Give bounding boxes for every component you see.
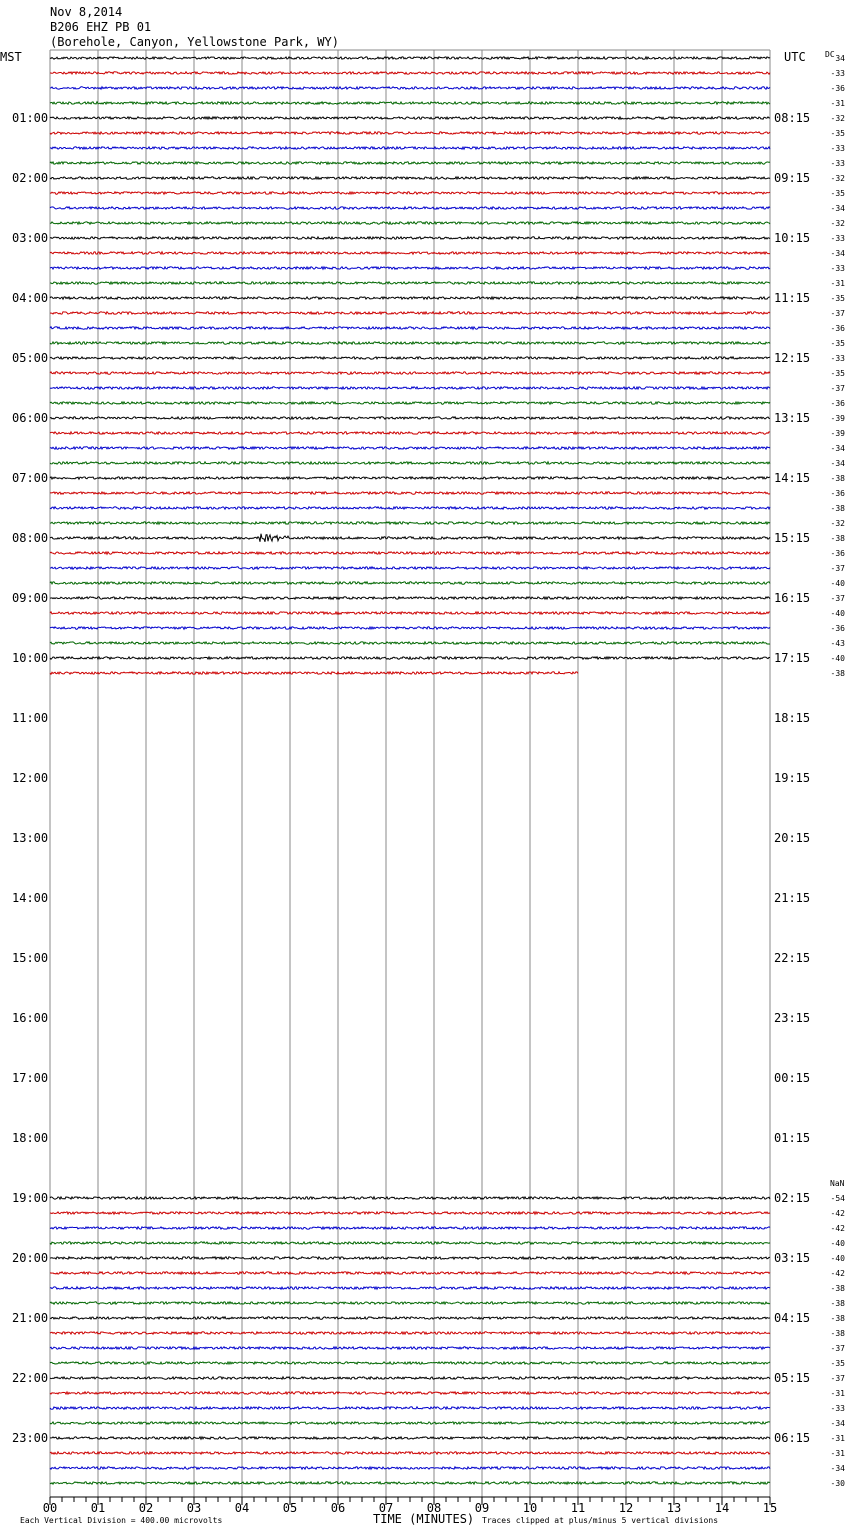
seismic-trace-row-8 [50, 177, 770, 179]
header-date: Nov 8,2014 [50, 5, 123, 19]
right-timezone-label: UTC [784, 50, 806, 64]
hour-labels [12, 111, 810, 1445]
seismic-trace-row-41 [50, 672, 578, 674]
dc-offset-label: -36 [830, 624, 845, 633]
x-tick-label: 10 [522, 1501, 538, 1515]
hour-label-mst: 22:00 [12, 1371, 49, 1385]
hour-label-utc: 17:15 [774, 651, 811, 665]
hour-label-mst: 04:00 [12, 291, 49, 305]
dc-offset-label: -39 [830, 429, 845, 438]
dc-offset-label: -36 [830, 399, 845, 408]
seismic-trace-row-5 [50, 132, 770, 134]
seismic-trace-row-81 [50, 1272, 770, 1274]
hour-label-mst: 02:00 [12, 171, 49, 185]
seismic-trace-row-35 [50, 582, 770, 584]
hour-label-utc: 00:15 [774, 1071, 811, 1085]
dc-offset-label: -31 [830, 1389, 845, 1398]
seismic-trace-row-85 [50, 1332, 770, 1334]
hour-label-mst: 19:00 [12, 1191, 49, 1205]
hour-label-mst: 11:00 [12, 711, 49, 725]
seismic-trace-row-3 [50, 102, 770, 104]
dc-offset-label: -34 [830, 1464, 845, 1473]
hour-label-utc: 21:15 [774, 891, 811, 905]
seismic-trace-row-15 [50, 282, 770, 284]
seismic-trace-row-18 [50, 327, 770, 329]
dc-offset-label: -33 [830, 159, 845, 168]
dc-offset-label: -40 [830, 1239, 845, 1248]
hour-label-mst: 01:00 [12, 111, 49, 125]
seismic-trace-row-40 [50, 657, 770, 659]
hour-label-mst: 05:00 [12, 351, 49, 365]
dc-offset-label: -31 [830, 1449, 845, 1458]
hour-label-utc: 02:15 [774, 1191, 811, 1205]
seismic-trace-row-6 [50, 147, 770, 149]
seismic-trace-row-2 [50, 87, 770, 89]
hour-label-utc: 23:15 [774, 1011, 811, 1025]
dc-offset-label: -35 [830, 369, 845, 378]
seismic-trace-row-87 [50, 1362, 770, 1364]
dc-offset-label: -37 [830, 1344, 845, 1353]
dc-offset-labels [831, 54, 846, 1488]
dc-offset-label: -34 [830, 204, 845, 213]
dc-offset-label: -33 [830, 1404, 845, 1413]
x-axis-title: TIME (MINUTES) [373, 1512, 475, 1526]
x-tick-label: 15 [762, 1501, 778, 1515]
hour-label-utc: 10:15 [774, 231, 811, 245]
seismic-trace-row-89 [50, 1392, 770, 1394]
dc-offset-label: -30 [830, 1479, 845, 1488]
hour-label-mst: 10:00 [12, 651, 49, 665]
hour-label-utc: 19:15 [774, 771, 811, 785]
nan-label: NaN [830, 1179, 845, 1188]
seismic-trace-row-84 [50, 1317, 770, 1319]
seismic-trace-row-24 [50, 417, 770, 419]
hour-label-utc: 09:15 [774, 171, 811, 185]
dc-offset-label: -32 [830, 219, 845, 228]
dc-offset-label: -37 [830, 564, 845, 573]
seismic-trace-row-25 [50, 432, 770, 434]
dc-offset-label: -33 [830, 234, 845, 243]
seismic-trace-row-19 [50, 342, 770, 344]
dc-offset-label: -38 [830, 474, 845, 483]
x-tick-label: 04 [234, 1501, 250, 1515]
dc-offset-label: -32 [830, 114, 845, 123]
x-tick-label: 11 [570, 1501, 586, 1515]
hour-label-utc: 03:15 [774, 1251, 811, 1265]
hour-label-utc: 08:15 [774, 111, 811, 125]
dc-offset-label: -43 [830, 639, 845, 648]
dc-offset-label: -32 [830, 519, 845, 528]
dc-offset-label: -35 [830, 189, 845, 198]
hour-label-utc: 04:15 [774, 1311, 811, 1325]
hour-label-utc: 14:15 [774, 471, 811, 485]
x-tick-label: 01 [90, 1501, 106, 1515]
header-station: B206 EHZ PB 01 [50, 20, 152, 34]
dc-offset-label: -36 [830, 549, 845, 558]
header [50, 5, 339, 49]
dc-offset-label: -31 [830, 99, 845, 108]
hour-label-mst: 16:00 [12, 1011, 49, 1025]
dc-offset-label: -34 [830, 249, 845, 258]
seismic-trace-row-95 [50, 1482, 770, 1484]
seismic-trace-row-33 [50, 552, 770, 554]
x-tick-label: 08 [426, 1501, 442, 1515]
seismic-trace-row-88 [50, 1377, 770, 1379]
hour-label-mst: 14:00 [12, 891, 49, 905]
seismic-trace-row-83 [50, 1302, 770, 1304]
x-tick-label: 02 [138, 1501, 154, 1515]
footer-left: Each Vertical Division = 400.00 microvolts [20, 1516, 223, 1525]
dc-offset-label: -37 [830, 309, 845, 318]
hour-label-mst: 08:00 [12, 531, 49, 545]
hour-label-mst: 17:00 [12, 1071, 49, 1085]
dc-offset-label: -38 [830, 534, 845, 543]
dc-offset-label: -42 [830, 1209, 845, 1218]
footer-right: Traces clipped at plus/minus 5 vertical divisions [482, 1516, 719, 1525]
seismic-trace-row-23 [50, 402, 770, 404]
dc-offset-label: -31 [830, 279, 845, 288]
dc-offset-label: -54 [830, 1194, 845, 1203]
hour-label-utc: 12:15 [774, 351, 811, 365]
x-tick-label: 06 [330, 1501, 346, 1515]
dc-offset-label: -38 [830, 1284, 845, 1293]
hour-label-utc: 22:15 [774, 951, 811, 965]
hour-label-mst: 20:00 [12, 1251, 49, 1265]
seismic-trace-row-10 [50, 207, 770, 209]
dc-offset-label: -42 [830, 1224, 845, 1233]
hour-label-mst: 23:00 [12, 1431, 49, 1445]
dc-offset-label: -40 [830, 579, 845, 588]
dc-offset-label: -34 [830, 1419, 845, 1428]
hour-label-mst: 09:00 [12, 591, 49, 605]
x-tick-label: 05 [282, 1501, 298, 1515]
seismic-trace-row-27 [50, 462, 770, 464]
seismic-trace-row-4 [50, 117, 770, 119]
dc-offset-label: -33 [830, 264, 845, 273]
seismic-trace-row-26 [50, 447, 770, 449]
seismic-trace-row-32 [50, 534, 770, 542]
dc-offset-label: -36 [830, 489, 845, 498]
seismic-trace-row-31 [50, 522, 770, 524]
dc-offset-label: -38 [830, 1329, 845, 1338]
dc-offset-label: -36 [830, 84, 845, 93]
seismic-trace-row-78 [50, 1227, 770, 1229]
seismic-trace-row-13 [50, 252, 770, 254]
seismic-trace-row-86 [50, 1347, 770, 1349]
seismic-trace-row-29 [50, 492, 770, 494]
seismic-trace-row-21 [50, 372, 770, 374]
seismic-trace-row-11 [50, 222, 770, 224]
seismic-trace-row-12 [50, 237, 770, 239]
seismic-trace-row-37 [50, 612, 770, 614]
dc-offset-label: -33 [830, 69, 845, 78]
seismic-trace-row-76 [50, 1197, 770, 1199]
dc-offset-label: -38 [830, 1299, 845, 1308]
seismic-trace-row-82 [50, 1287, 770, 1289]
x-tick-label: 03 [186, 1501, 202, 1515]
seismic-trace-row-34 [50, 567, 770, 569]
seismic-trace-row-9 [50, 192, 770, 194]
seismic-trace-row-94 [50, 1467, 770, 1469]
seismic-trace-row-92 [50, 1437, 770, 1439]
seismic-trace-row-91 [50, 1422, 770, 1424]
dc-offset-label: -34 [830, 444, 845, 453]
dc-offset-label: -33 [830, 144, 845, 153]
hour-label-mst: 21:00 [12, 1311, 49, 1325]
seismic-trace-row-38 [50, 627, 770, 629]
dc-offset-label: 34 [835, 54, 845, 63]
hour-label-utc: 05:15 [774, 1371, 811, 1385]
hour-label-mst: 15:00 [12, 951, 49, 965]
seismic-trace-row-0 [50, 57, 770, 59]
dc-label: DC [825, 50, 835, 59]
hour-label-utc: 01:15 [774, 1131, 811, 1145]
seismic-trace-row-39 [50, 642, 770, 644]
hour-label-utc: 15:15 [774, 531, 811, 545]
dc-offset-label: -33 [830, 354, 845, 363]
seismic-trace-row-77 [50, 1212, 770, 1214]
dc-offset-label: -35 [830, 129, 845, 138]
dc-offset-label: -35 [830, 294, 845, 303]
dc-offset-label: -35 [830, 339, 845, 348]
dc-offset-label: -34 [830, 459, 845, 468]
hour-label-utc: 18:15 [774, 711, 811, 725]
hour-label-mst: 13:00 [12, 831, 49, 845]
hour-label-utc: 06:15 [774, 1431, 811, 1445]
dc-offset-label: -39 [830, 414, 845, 423]
dc-offset-label: -40 [830, 1254, 845, 1263]
x-tick-label: 00 [42, 1501, 58, 1515]
header-location: (Borehole, Canyon, Yellowstone Park, WY) [50, 35, 339, 49]
x-tick-label: 07 [378, 1501, 394, 1515]
seismic-trace-row-17 [50, 312, 770, 314]
seismic-trace-row-36 [50, 597, 770, 599]
seismic-trace-row-16 [50, 297, 770, 299]
dc-offset-label: -38 [830, 504, 845, 513]
seismic-trace-row-14 [50, 267, 770, 269]
hour-label-utc: 13:15 [774, 411, 811, 425]
trace-group [50, 57, 770, 1484]
seismic-trace-row-7 [50, 162, 770, 164]
seismic-trace-row-90 [50, 1407, 770, 1409]
hour-label-mst: 06:00 [12, 411, 49, 425]
hour-label-mst: 18:00 [12, 1131, 49, 1145]
x-tick-label: 12 [618, 1501, 634, 1515]
dc-offset-label: -36 [830, 324, 845, 333]
x-tick-label: 09 [474, 1501, 490, 1515]
x-tick-label: 13 [666, 1501, 682, 1515]
hour-label-utc: 16:15 [774, 591, 811, 605]
seismic-trace-row-93 [50, 1452, 770, 1454]
hour-label-mst: 12:00 [12, 771, 49, 785]
dc-offset-label: -35 [830, 1359, 845, 1368]
dc-offset-label: -37 [830, 594, 845, 603]
seismic-trace-row-79 [50, 1242, 770, 1244]
seismic-trace-row-30 [50, 507, 770, 509]
x-tick-label: 14 [714, 1501, 730, 1515]
hour-label-utc: 20:15 [774, 831, 811, 845]
dc-offset-label: -42 [830, 1269, 845, 1278]
dc-offset-label: -40 [830, 654, 845, 663]
dc-offset-label: -38 [830, 1314, 845, 1323]
hour-label-utc: 11:15 [774, 291, 811, 305]
dc-offset-label: -31 [830, 1434, 845, 1443]
seismic-trace-row-80 [50, 1257, 770, 1259]
dc-offset-label: -40 [830, 609, 845, 618]
seismic-trace-row-20 [50, 357, 770, 359]
seismic-trace-row-1 [50, 72, 770, 74]
hour-label-mst: 07:00 [12, 471, 49, 485]
dc-offset-label: -37 [830, 384, 845, 393]
seismic-trace-row-22 [50, 387, 770, 389]
dc-offset-label: -32 [830, 174, 845, 183]
dc-offset-label: -37 [830, 1374, 845, 1383]
dc-offset-label: -38 [830, 669, 845, 678]
seismic-trace-row-28 [50, 477, 770, 479]
hour-label-mst: 03:00 [12, 231, 49, 245]
left-timezone-label: MST [0, 50, 22, 64]
